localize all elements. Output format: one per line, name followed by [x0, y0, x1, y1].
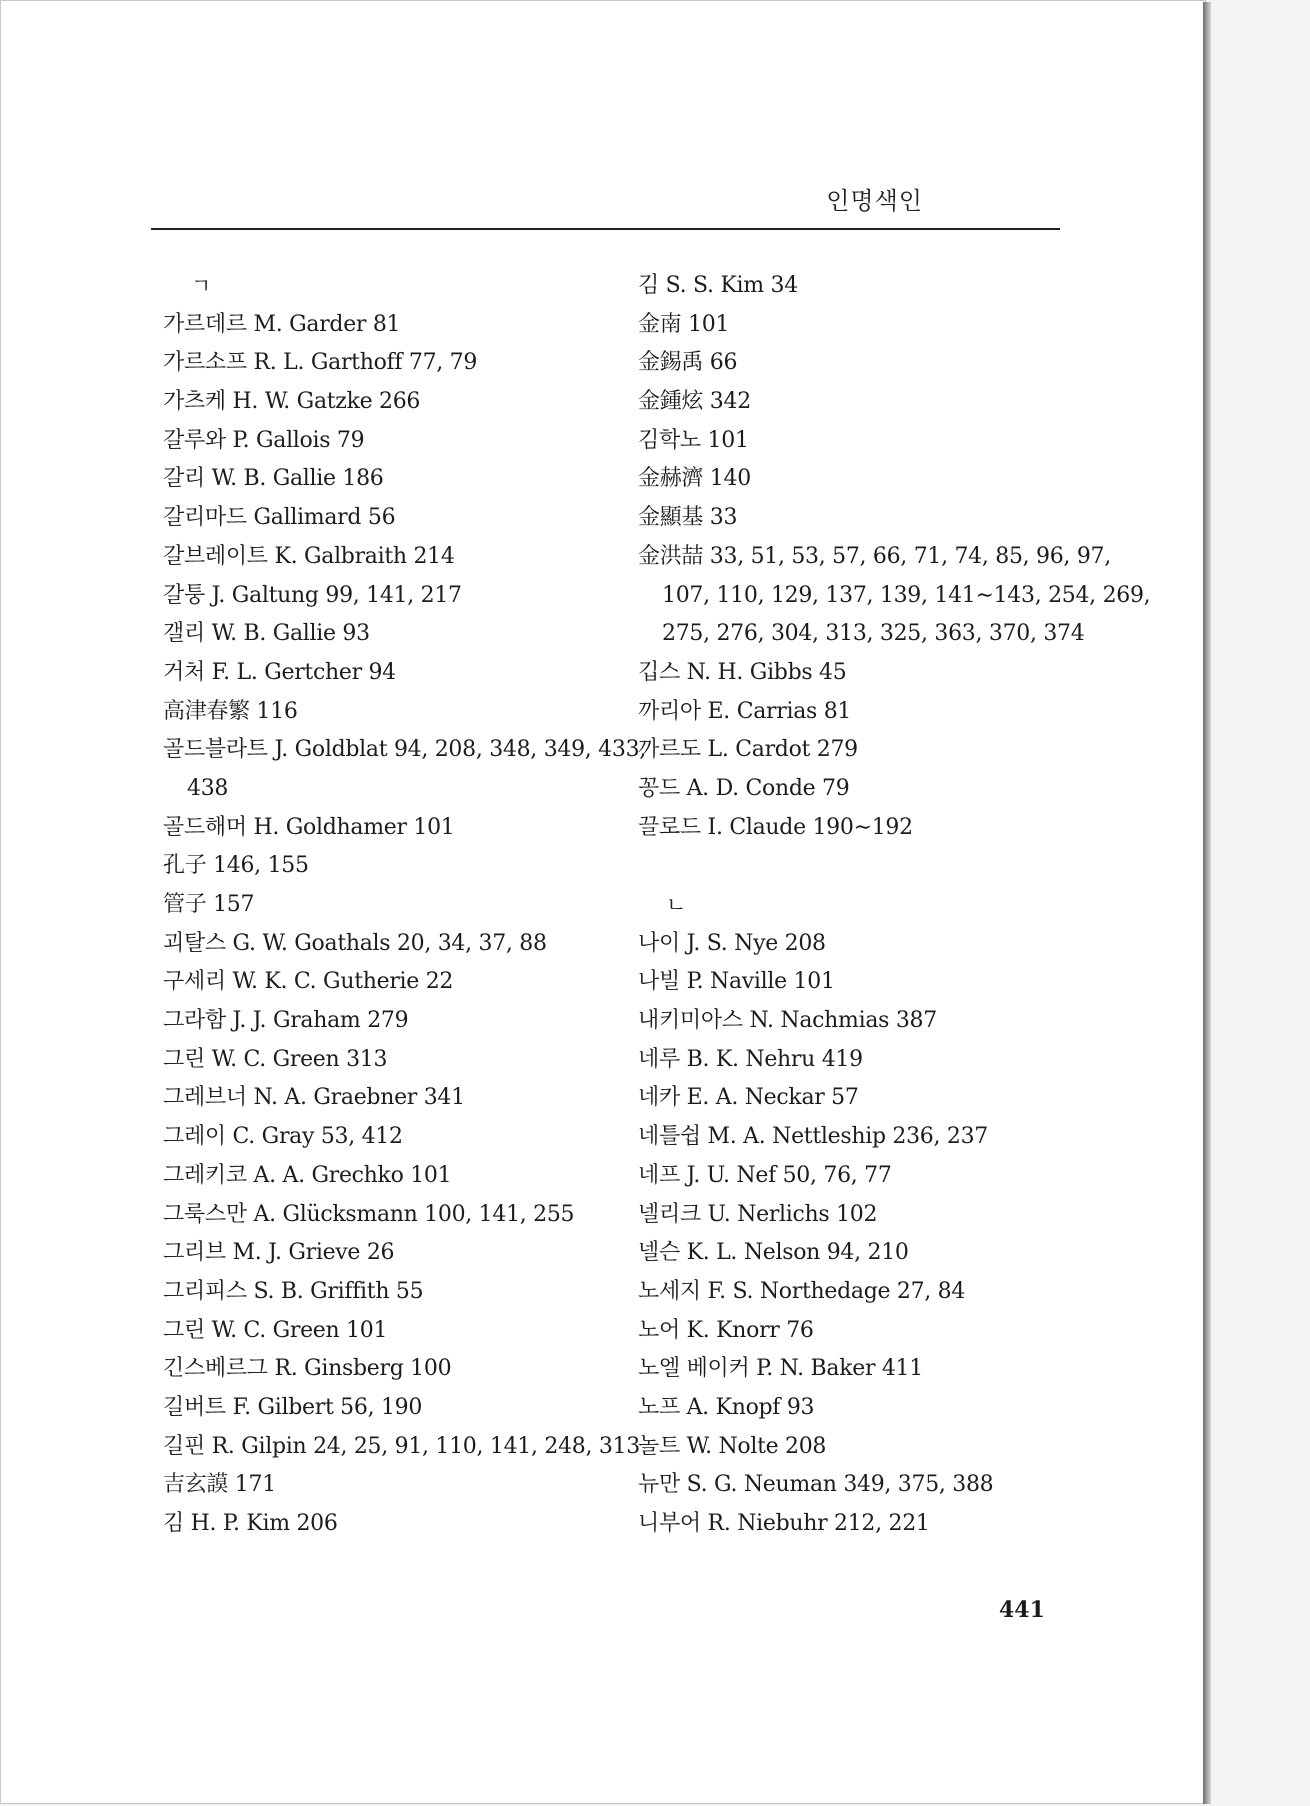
- index-entry: 管子 157: [163, 892, 255, 917]
- index-entry: 그레이 C. Gray 53, 412: [163, 1124, 403, 1150]
- index-entry: 깁스 N. H. Gibbs 45: [638, 659, 847, 685]
- header-rule: [151, 228, 1060, 230]
- index-entry: 길버트 F. Gilbert 56, 190: [163, 1394, 423, 1420]
- index-entry: 내키미아스 N. Nachmias 387: [638, 1008, 937, 1034]
- index-entry: 긴스베르그 R. Ginsberg 100: [163, 1356, 452, 1382]
- index-entry: 노엘 베이커 P. N. Baker 411: [638, 1356, 923, 1382]
- index-entry: 그레브너 N. A. Graebner 341: [163, 1085, 465, 1111]
- index-entry: 그리브 M. J. Grieve 26: [163, 1240, 395, 1266]
- index-entry: 가르데르 M. Garder 81: [163, 311, 401, 337]
- index-column-right: [638, 267, 1151, 1544]
- index-entry: 네프 J. U. Nef 50, 76, 77: [638, 1162, 892, 1188]
- index-entry: 金南 101: [638, 311, 730, 337]
- index-entry: 넬슨 K. L. Nelson 94, 210: [638, 1240, 909, 1266]
- index-entry: 김 H. P. Kim 206: [163, 1511, 338, 1536]
- index-entry-continuation: 107, 110, 129, 137, 139, 141∼143, 254, 269,: [662, 582, 1151, 608]
- index-entry: 길핀 R. Gilpin 24, 25, 91, 110, 141, 248, 313: [163, 1433, 640, 1459]
- index-entry: 노프 A. Knopf 93: [638, 1394, 815, 1420]
- page-number: 441: [999, 1597, 1045, 1623]
- index-entry: 그룩스만 A. Glücksmann 100, 141, 255: [163, 1201, 575, 1227]
- index-entry: 金鍾炫 342: [638, 389, 751, 415]
- index-entry: 뉴만 S. G. Neuman 349, 375, 388: [638, 1472, 994, 1498]
- index-entry: 네카 E. A. Neckar 57: [638, 1085, 859, 1111]
- section-spacer: [638, 847, 1078, 886]
- index-entry: 괴탈스 G. W. Goathals 20, 34, 37, 88: [163, 930, 547, 956]
- index-entry: 김학노 101: [638, 427, 749, 453]
- index-entry: 까르도 L. Cardot 279: [638, 737, 858, 763]
- index-entry: 노어 K. Knorr 76: [638, 1317, 814, 1343]
- index-entry: 孔子 146, 155: [163, 853, 309, 879]
- index-entry: 구세리 W. K. C. Gutherie 22: [163, 969, 454, 995]
- index-entry: 金洪喆 33, 51, 53, 57, 66, 71, 74, 85, 96, 97,: [638, 543, 1111, 569]
- index-entry: 놀트 W. Nolte 208: [638, 1433, 827, 1459]
- index-entry: 그레키코 A. A. Grechko 101: [163, 1162, 452, 1188]
- index-entry: 골드해머 H. Goldhamer 101: [163, 814, 455, 840]
- index-entry: 김 S. S. Kim 34: [638, 273, 798, 298]
- index-entry: 나이 J. S. Nye 208: [638, 930, 826, 956]
- index-entry: 갈퉁 J. Galtung 99, 141, 217: [163, 582, 462, 608]
- index-entry: 갈리마드 Gallimard 56: [163, 505, 396, 531]
- index-entry: 네루 B. K. Nehru 419: [638, 1046, 863, 1072]
- index-entry: 네틀쉽 M. A. Nettleship 236, 237: [638, 1124, 988, 1150]
- index-entry: 吉玄謨 171: [163, 1472, 276, 1498]
- index-column-left: [163, 267, 646, 1544]
- index-entry: 나빌 P. Naville 101: [638, 969, 835, 995]
- index-entry: 가츠케 H. W. Gatzke 266: [163, 389, 421, 415]
- index-entry: 高津春繁 116: [163, 698, 298, 724]
- index-entry: 金錫禹 66: [638, 350, 738, 376]
- index-entry: 꽁드 A. D. Conde 79: [638, 775, 850, 801]
- index-entry: 끌로드 I. Claude 190∼192: [638, 814, 913, 840]
- index-entry: 갈루와 P. Gallois 79: [163, 427, 365, 453]
- index-entry: 골드블라트 J. Goldblat 94, 208, 348, 349, 433,: [163, 737, 646, 763]
- index-entry-continuation: 275, 276, 304, 313, 325, 363, 370, 374: [662, 621, 1085, 647]
- section-letter: ㄴ: [666, 893, 687, 917]
- index-entry: 그리피스 S. B. Griffith 55: [163, 1278, 424, 1304]
- index-entry-continuation: 438: [187, 775, 229, 801]
- index-entry: 니부어 R. Niebuhr 212, 221: [638, 1511, 930, 1536]
- index-entry: 그라함 J. J. Graham 279: [163, 1008, 409, 1034]
- index-entry: 그린 W. C. Green 101: [163, 1317, 388, 1343]
- index-entry: 넬리크 U. Nerlichs 102: [638, 1201, 878, 1227]
- index-entry: 그린 W. C. Green 313: [163, 1046, 388, 1072]
- index-entry: 가르소프 R. L. Garthoff 77, 79: [163, 350, 478, 376]
- index-entry: 金顯基 33: [638, 505, 738, 531]
- index-entry: 갈리 W. B. Gallie 186: [163, 466, 384, 492]
- index-entry: 노세지 F. S. Northedage 27, 84: [638, 1278, 966, 1304]
- index-entry: 거처 F. L. Gertcher 94: [163, 659, 396, 685]
- page-edge-shadow: [1203, 2, 1211, 1804]
- index-entry: 까리아 E. Carrias 81: [638, 698, 852, 724]
- index-entry: 갈브레이트 K. Galbraith 214: [163, 543, 455, 569]
- running-head: 인명색인: [826, 187, 923, 215]
- index-entry: 金赫濟 140: [638, 466, 751, 492]
- section-letter: ㄱ: [191, 274, 212, 298]
- index-entry: 갤리 W. B. Gallie 93: [163, 621, 370, 647]
